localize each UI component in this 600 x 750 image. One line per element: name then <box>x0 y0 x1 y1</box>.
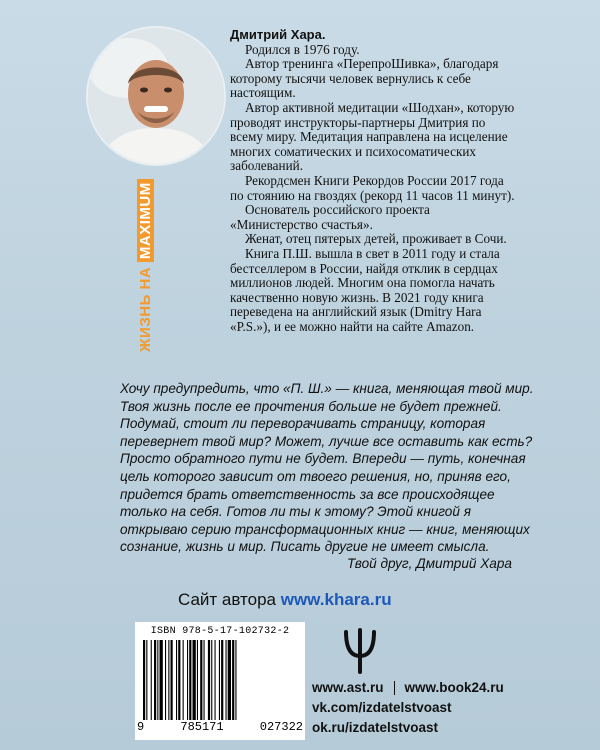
bio-paragraph: Основатель российского проекта «Министерство счастья». <box>230 202 430 232</box>
barcode-bar <box>154 640 156 720</box>
barcode-bar <box>215 640 216 720</box>
site-label: Сайт автора <box>178 590 276 609</box>
author-photo <box>88 28 224 164</box>
link-divider <box>394 681 395 695</box>
author-name: Дмитрий Хара. <box>230 27 326 42</box>
barcode-bar <box>235 640 236 720</box>
link-book24[interactable]: www.book24.ru <box>404 680 504 695</box>
barcode-bar <box>146 640 147 720</box>
isbn-label: ISBN 978-5-17-102732-2 <box>150 626 290 637</box>
barcode-bar <box>171 640 173 720</box>
isbn-digits <box>137 720 303 734</box>
isbn-digit-group: 785171 <box>180 720 224 734</box>
barcode-bar <box>208 640 210 720</box>
site-link[interactable]: www.khara.ru <box>280 590 392 609</box>
barcode-bar <box>165 640 166 720</box>
author-portrait-image <box>88 28 224 164</box>
isbn-block <box>135 622 305 740</box>
bio-paragraph: Автор активной медитации «Шодхан», которую проводят инструкторы-партнеры Дмитрия по всему миру. Медитация направлена на исцеление многих соматических и психосоматических заболеваний. <box>230 99 515 174</box>
isbn-digit-group: 027322 <box>259 720 303 734</box>
publisher-links-row <box>312 678 504 698</box>
publisher-psi-logo-icon <box>340 628 380 674</box>
barcode-bar <box>228 640 231 720</box>
bio-paragraph: Книга П.Ш. вышла в свет в 2011 году и стала бестселлером в России, найдя отклик в сердцах миллионов людей. Многим она помогла начать качественно новую жизнь. В 2021 году книга переведена на английский язык (Dmitry Hara «P.S.»), и ее можно найти на сайте Amazon. <box>230 245 500 334</box>
barcode-bar <box>189 640 191 720</box>
barcode-bar <box>178 640 180 720</box>
barcode-graphic <box>141 640 299 720</box>
barcode-bar <box>200 640 202 720</box>
barcode-bar <box>219 640 220 720</box>
barcode-bar <box>204 640 205 720</box>
barcode-bar <box>197 640 198 720</box>
author-quote: Хочу предупредить, что «П. Ш.» — книга, меняющая твой мир. Твоя жизнь после ее прочтения больше не будет прежней. Подумай, стоит ли переворачивать страницу, которая перевернет твой мир? Может, лучше все оставить как есть? Просто обратного пути не будет. Впереди — путь, конечная цель которого зависит от твоего решения, но, приняв его, придется брать ответственность за все происходящее только на себя. Готов ли ты к этому? Этой книгой я открываю серию трансформационных книг — книг, меняющих сознание, жизнь и мир. Писать другие не имеет смысла. <box>120 381 534 555</box>
publisher-links <box>312 678 504 738</box>
barcode-bar <box>176 640 177 720</box>
bio-paragraph: Женат, отец пятерых детей, проживает в Сочи. <box>245 231 507 247</box>
bio-paragraph: Родился в 1976 году. <box>245 41 360 57</box>
barcode-bar <box>221 640 223 720</box>
link-ast[interactable]: www.ast.ru <box>312 680 384 695</box>
bio-paragraph: Рекордсмен Книги Рекордов России 2017 года по стоянию на гвоздях (рекорд 11 часов 11 минут). <box>230 172 515 203</box>
barcode-bar <box>211 640 212 720</box>
barcode-bar <box>193 640 196 720</box>
series-brand-label <box>137 179 154 352</box>
brand-part-life: ЖИЗНЬ <box>137 294 154 352</box>
barcode-bar <box>151 640 152 720</box>
brand-part-on: НА <box>137 266 154 290</box>
barcode-bar <box>232 640 234 720</box>
link-ok[interactable]: ok.ru/izdatelstvoast <box>312 720 439 735</box>
author-site <box>178 590 392 610</box>
barcode-bar <box>226 640 227 720</box>
barcode-bar <box>157 640 158 720</box>
isbn-digit-group: 9 <box>137 720 145 734</box>
barcode-bar <box>187 640 188 720</box>
barcode-bar <box>183 640 184 720</box>
barcode-bar <box>143 640 145 720</box>
bio-paragraph: Автор тренинга «ПерепроШивка», благодаря которому тысячи человек вернулись к себе настоящим. <box>230 56 499 101</box>
barcode-bar <box>168 640 169 720</box>
quote-signature: Твой друг, Дмитрий Хара <box>346 556 512 571</box>
author-bio <box>230 28 520 334</box>
brand-part-maximum: MAXIMUM <box>137 179 154 262</box>
barcode-bar <box>160 640 163 720</box>
link-vk[interactable]: vk.com/izdatelstvoast <box>312 700 452 715</box>
